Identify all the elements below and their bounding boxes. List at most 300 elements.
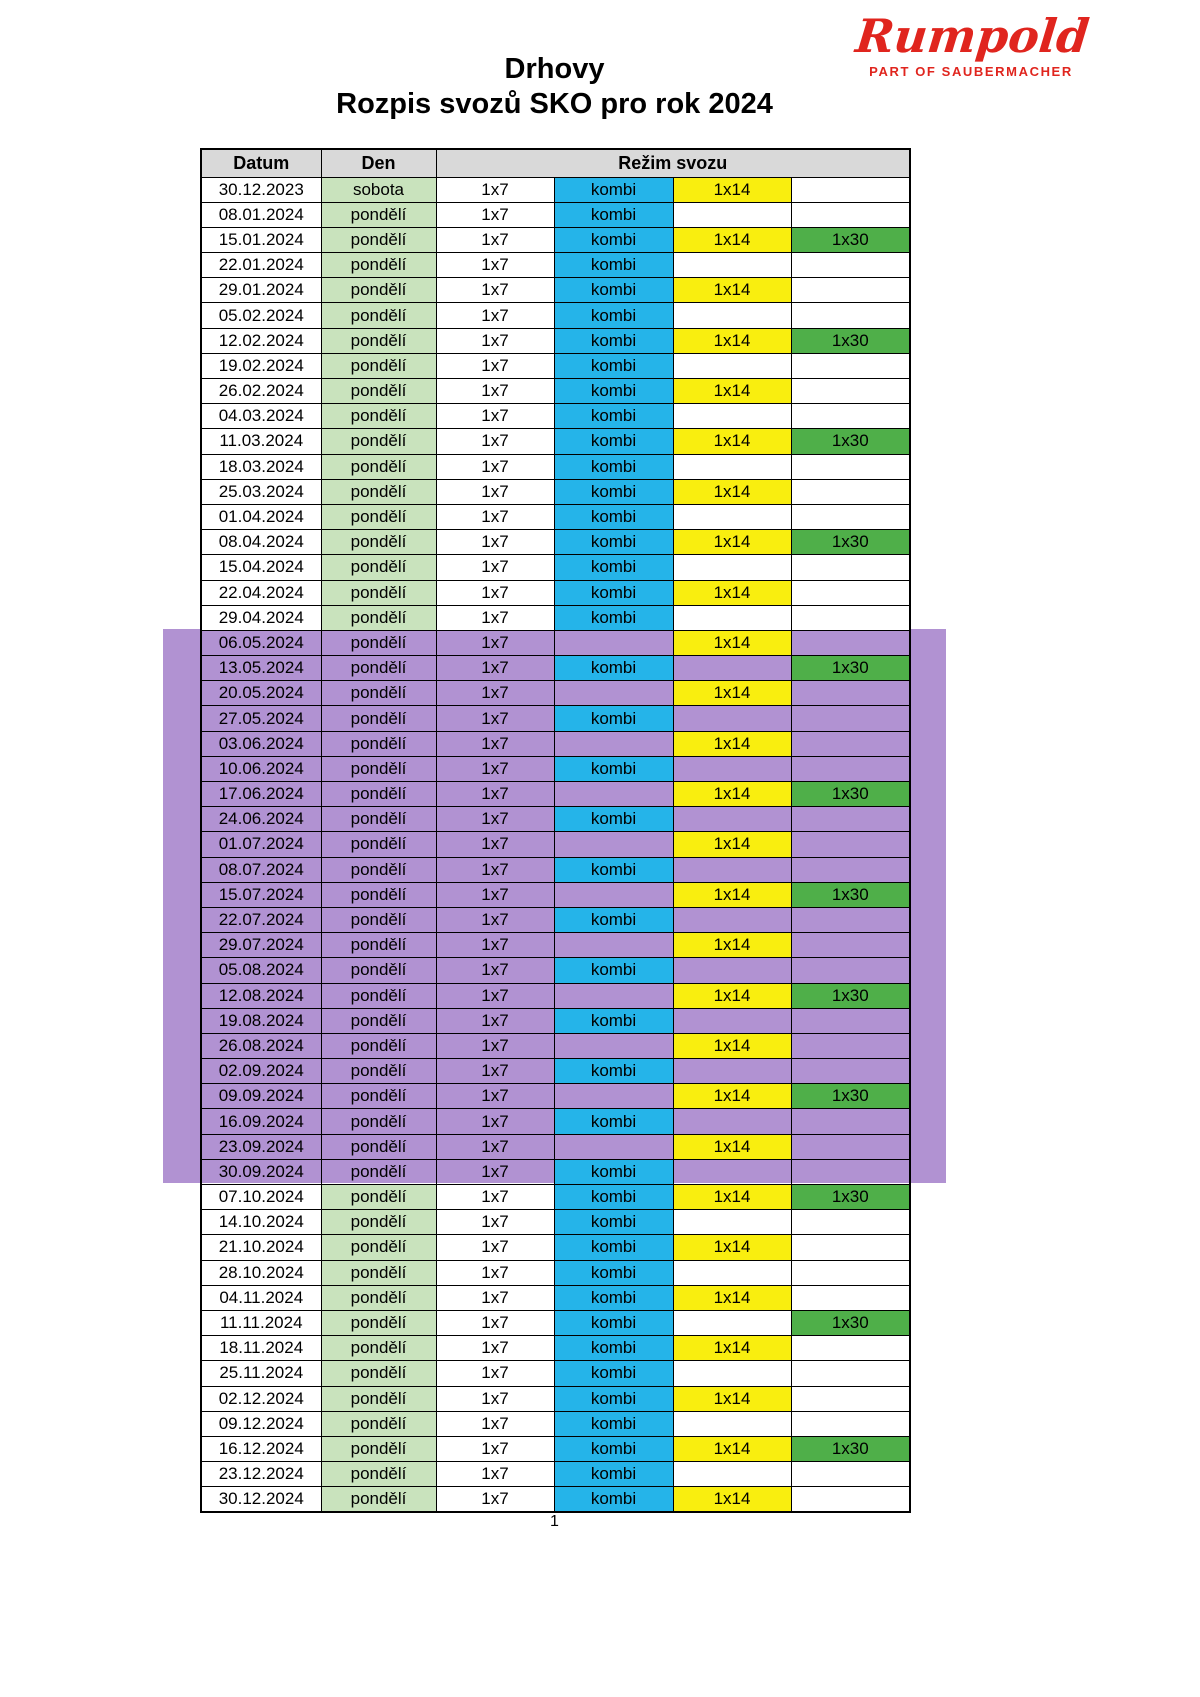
column-header-datum: Datum <box>201 149 321 177</box>
cell-datum: 15.01.2024 <box>201 227 321 252</box>
cell-datum: 08.01.2024 <box>201 202 321 227</box>
cell-den: pondělí <box>321 328 436 353</box>
cell-kombi: kombi <box>554 958 673 983</box>
cell-den: pondělí <box>321 882 436 907</box>
cell-1x7: 1x7 <box>436 454 554 479</box>
cell-1x7: 1x7 <box>436 227 554 252</box>
cell-1x30 <box>791 479 910 504</box>
cell-kombi <box>554 731 673 756</box>
cell-1x14: 1x14 <box>673 429 791 454</box>
cell-1x14: 1x14 <box>673 328 791 353</box>
cell-1x14: 1x14 <box>673 731 791 756</box>
cell-1x30 <box>791 1285 910 1310</box>
cell-1x7: 1x7 <box>436 303 554 328</box>
table-row <box>201 857 910 882</box>
cell-1x14 <box>673 202 791 227</box>
cell-datum: 13.05.2024 <box>201 656 321 681</box>
table-row <box>201 278 910 303</box>
cell-1x30: 1x30 <box>791 429 910 454</box>
cell-1x30: 1x30 <box>791 530 910 555</box>
cell-den: pondělí <box>321 1059 436 1084</box>
cell-datum: 23.12.2024 <box>201 1462 321 1487</box>
table-row <box>201 882 910 907</box>
cell-kombi: kombi <box>554 1386 673 1411</box>
cell-kombi: kombi <box>554 1436 673 1461</box>
cell-1x7: 1x7 <box>436 1008 554 1033</box>
table-row <box>201 958 910 983</box>
table-row <box>201 479 910 504</box>
cell-1x30 <box>791 278 910 303</box>
table-row <box>201 681 910 706</box>
cell-1x14: 1x14 <box>673 681 791 706</box>
cell-1x7: 1x7 <box>436 1487 554 1512</box>
cell-1x30 <box>791 605 910 630</box>
cell-kombi: kombi <box>554 1361 673 1386</box>
cell-datum: 25.11.2024 <box>201 1361 321 1386</box>
cell-1x14 <box>673 907 791 932</box>
cell-kombi: kombi <box>554 328 673 353</box>
cell-kombi: kombi <box>554 303 673 328</box>
cell-kombi: kombi <box>554 605 673 630</box>
cell-datum: 16.12.2024 <box>201 1436 321 1461</box>
cell-datum: 29.01.2024 <box>201 278 321 303</box>
cell-1x7: 1x7 <box>436 1084 554 1109</box>
table-row <box>201 1210 910 1235</box>
cell-1x30 <box>791 555 910 580</box>
table-row <box>201 1336 910 1361</box>
cell-1x14: 1x14 <box>673 782 791 807</box>
cell-kombi: kombi <box>554 454 673 479</box>
cell-kombi: kombi <box>554 404 673 429</box>
cell-1x7: 1x7 <box>436 857 554 882</box>
cell-den: sobota <box>321 177 436 202</box>
cell-1x30 <box>791 630 910 655</box>
cell-kombi <box>554 983 673 1008</box>
cell-den: pondělí <box>321 832 436 857</box>
cell-den: pondělí <box>321 1084 436 1109</box>
cell-1x14: 1x14 <box>673 1386 791 1411</box>
cell-1x30 <box>791 1235 910 1260</box>
table-row <box>201 1084 910 1109</box>
cell-den: pondělí <box>321 933 436 958</box>
cell-1x30: 1x30 <box>791 227 910 252</box>
cell-den: pondělí <box>321 630 436 655</box>
cell-1x30 <box>791 1159 910 1184</box>
cell-datum: 15.04.2024 <box>201 555 321 580</box>
table-row <box>201 756 910 781</box>
cell-1x30 <box>791 1109 910 1134</box>
cell-1x14 <box>673 756 791 781</box>
cell-1x7: 1x7 <box>436 1436 554 1461</box>
cell-1x30 <box>791 832 910 857</box>
cell-1x30 <box>791 857 910 882</box>
table-row <box>201 1109 910 1134</box>
table-row <box>201 1260 910 1285</box>
cell-kombi: kombi <box>554 1059 673 1084</box>
cell-1x7: 1x7 <box>436 1185 554 1210</box>
cell-1x14: 1x14 <box>673 983 791 1008</box>
cell-1x30 <box>791 756 910 781</box>
cell-1x7: 1x7 <box>436 807 554 832</box>
cell-datum: 15.07.2024 <box>201 882 321 907</box>
cell-1x30: 1x30 <box>791 1185 910 1210</box>
table-row <box>201 1285 910 1310</box>
table-row <box>201 630 910 655</box>
cell-1x7: 1x7 <box>436 1361 554 1386</box>
cell-kombi: kombi <box>554 530 673 555</box>
cell-1x30 <box>791 907 910 932</box>
cell-1x7: 1x7 <box>436 1310 554 1335</box>
table-row <box>201 404 910 429</box>
cell-den: pondělí <box>321 202 436 227</box>
cell-1x30 <box>791 1059 910 1084</box>
cell-datum: 18.11.2024 <box>201 1336 321 1361</box>
cell-1x14: 1x14 <box>673 278 791 303</box>
cell-1x7: 1x7 <box>436 177 554 202</box>
cell-den: pondělí <box>321 353 436 378</box>
cell-den: pondělí <box>321 1134 436 1159</box>
rumpold-logo-text: Rumpold <box>853 9 1092 63</box>
cell-1x7: 1x7 <box>436 1159 554 1184</box>
cell-1x30 <box>791 177 910 202</box>
cell-den: pondělí <box>321 227 436 252</box>
cell-kombi: kombi <box>554 429 673 454</box>
cell-1x7: 1x7 <box>436 353 554 378</box>
table-row <box>201 328 910 353</box>
cell-1x7: 1x7 <box>436 404 554 429</box>
cell-den: pondělí <box>321 530 436 555</box>
cell-datum: 12.08.2024 <box>201 983 321 1008</box>
rumpold-logo-tagline: PART OF SAUBERMACHER <box>869 64 1073 79</box>
cell-datum: 21.10.2024 <box>201 1235 321 1260</box>
cell-1x30: 1x30 <box>791 782 910 807</box>
cell-1x14 <box>673 555 791 580</box>
cell-1x30 <box>791 1210 910 1235</box>
cell-1x7: 1x7 <box>436 504 554 529</box>
cell-den: pondělí <box>321 1436 436 1461</box>
cell-1x30: 1x30 <box>791 328 910 353</box>
cell-datum: 14.10.2024 <box>201 1210 321 1235</box>
cell-1x14: 1x14 <box>673 1185 791 1210</box>
cell-kombi: kombi <box>554 907 673 932</box>
cell-den: pondělí <box>321 857 436 882</box>
cell-datum: 05.08.2024 <box>201 958 321 983</box>
table-row <box>201 530 910 555</box>
cell-1x14 <box>673 504 791 529</box>
cell-den: pondělí <box>321 1210 436 1235</box>
cell-kombi: kombi <box>554 1008 673 1033</box>
cell-1x30: 1x30 <box>791 656 910 681</box>
cell-den: pondělí <box>321 656 436 681</box>
cell-kombi: kombi <box>554 1109 673 1134</box>
cell-datum: 23.09.2024 <box>201 1134 321 1159</box>
cell-kombi <box>554 1033 673 1058</box>
cell-1x14: 1x14 <box>673 177 791 202</box>
cell-1x7: 1x7 <box>436 983 554 1008</box>
cell-1x7: 1x7 <box>436 933 554 958</box>
cell-1x30 <box>791 958 910 983</box>
cell-datum: 11.11.2024 <box>201 1310 321 1335</box>
cell-1x30 <box>791 504 910 529</box>
cell-den: pondělí <box>321 1285 436 1310</box>
schedule-body <box>201 177 910 1512</box>
cell-kombi <box>554 882 673 907</box>
cell-1x7: 1x7 <box>436 278 554 303</box>
table-row <box>201 177 910 202</box>
table-row <box>201 227 910 252</box>
cell-datum: 01.07.2024 <box>201 832 321 857</box>
cell-1x30 <box>791 1411 910 1436</box>
cell-1x7: 1x7 <box>436 605 554 630</box>
cell-datum: 19.02.2024 <box>201 353 321 378</box>
cell-datum: 26.08.2024 <box>201 1033 321 1058</box>
cell-1x14 <box>673 454 791 479</box>
cell-1x7: 1x7 <box>436 1210 554 1235</box>
cell-datum: 10.06.2024 <box>201 756 321 781</box>
cell-1x14: 1x14 <box>673 1134 791 1159</box>
cell-datum: 22.07.2024 <box>201 907 321 932</box>
cell-kombi: kombi <box>554 1210 673 1235</box>
cell-1x30 <box>791 807 910 832</box>
page-subtitle: Rozpis svozů SKO pro rok 2024 <box>336 88 773 120</box>
cell-1x7: 1x7 <box>436 1134 554 1159</box>
cell-1x14: 1x14 <box>673 933 791 958</box>
cell-datum: 28.10.2024 <box>201 1260 321 1285</box>
cell-1x7: 1x7 <box>436 958 554 983</box>
cell-den: pondělí <box>321 1361 436 1386</box>
cell-1x30 <box>791 681 910 706</box>
cell-1x14: 1x14 <box>673 832 791 857</box>
table-row <box>201 782 910 807</box>
cell-1x7: 1x7 <box>436 907 554 932</box>
cell-kombi: kombi <box>554 479 673 504</box>
cell-kombi <box>554 630 673 655</box>
cell-kombi: kombi <box>554 555 673 580</box>
cell-den: pondělí <box>321 1386 436 1411</box>
cell-datum: 09.09.2024 <box>201 1084 321 1109</box>
cell-1x7: 1x7 <box>436 328 554 353</box>
cell-1x7: 1x7 <box>436 1462 554 1487</box>
cell-1x30 <box>791 1336 910 1361</box>
cell-1x7: 1x7 <box>436 555 554 580</box>
cell-kombi <box>554 832 673 857</box>
cell-kombi: kombi <box>554 278 673 303</box>
cell-1x30 <box>791 379 910 404</box>
table-row <box>201 253 910 278</box>
schedule-table <box>200 148 911 1513</box>
cell-1x14 <box>673 857 791 882</box>
cell-kombi: kombi <box>554 1487 673 1512</box>
table-row <box>201 832 910 857</box>
cell-1x30 <box>791 404 910 429</box>
cell-1x7: 1x7 <box>436 782 554 807</box>
cell-den: pondělí <box>321 454 436 479</box>
cell-datum: 20.05.2024 <box>201 681 321 706</box>
cell-den: pondělí <box>321 1260 436 1285</box>
cell-1x30: 1x30 <box>791 1310 910 1335</box>
cell-1x7: 1x7 <box>436 580 554 605</box>
cell-den: pondělí <box>321 1462 436 1487</box>
cell-kombi: kombi <box>554 580 673 605</box>
cell-1x30 <box>791 1260 910 1285</box>
cell-kombi: kombi <box>554 857 673 882</box>
cell-1x30 <box>791 1462 910 1487</box>
table-row <box>201 656 910 681</box>
cell-den: pondělí <box>321 555 436 580</box>
cell-den: pondělí <box>321 1411 436 1436</box>
cell-kombi <box>554 681 673 706</box>
cell-1x7: 1x7 <box>436 681 554 706</box>
cell-datum: 30.12.2023 <box>201 177 321 202</box>
cell-kombi: kombi <box>554 1260 673 1285</box>
cell-datum: 29.04.2024 <box>201 605 321 630</box>
cell-kombi: kombi <box>554 706 673 731</box>
cell-1x7: 1x7 <box>436 1386 554 1411</box>
cell-datum: 07.10.2024 <box>201 1185 321 1210</box>
cell-1x14 <box>673 605 791 630</box>
cell-1x14: 1x14 <box>673 227 791 252</box>
table-row <box>201 907 910 932</box>
table-row <box>201 933 910 958</box>
cell-datum: 05.02.2024 <box>201 303 321 328</box>
table-row <box>201 1159 910 1184</box>
cell-1x14: 1x14 <box>673 1285 791 1310</box>
cell-1x14: 1x14 <box>673 882 791 907</box>
cell-1x14: 1x14 <box>673 580 791 605</box>
cell-den: pondělí <box>321 1310 436 1335</box>
cell-datum: 02.12.2024 <box>201 1386 321 1411</box>
cell-kombi: kombi <box>554 227 673 252</box>
cell-den: pondělí <box>321 1487 436 1512</box>
cell-kombi <box>554 1134 673 1159</box>
table-row <box>201 555 910 580</box>
cell-den: pondělí <box>321 731 436 756</box>
cell-1x14: 1x14 <box>673 1336 791 1361</box>
cell-kombi: kombi <box>554 177 673 202</box>
cell-datum: 18.03.2024 <box>201 454 321 479</box>
cell-1x30 <box>791 253 910 278</box>
title-block <box>200 52 909 122</box>
cell-kombi: kombi <box>554 1235 673 1260</box>
table-row <box>201 706 910 731</box>
cell-datum: 19.08.2024 <box>201 1008 321 1033</box>
cell-kombi: kombi <box>554 202 673 227</box>
cell-den: pondělí <box>321 782 436 807</box>
cell-datum: 04.11.2024 <box>201 1285 321 1310</box>
cell-datum: 04.03.2024 <box>201 404 321 429</box>
cell-kombi: kombi <box>554 756 673 781</box>
cell-datum: 03.06.2024 <box>201 731 321 756</box>
cell-den: pondělí <box>321 278 436 303</box>
cell-datum: 17.06.2024 <box>201 782 321 807</box>
cell-den: pondělí <box>321 907 436 932</box>
cell-1x14 <box>673 1109 791 1134</box>
table-row <box>201 202 910 227</box>
cell-datum: 27.05.2024 <box>201 706 321 731</box>
cell-1x14 <box>673 1008 791 1033</box>
column-header-rezim: Režim svozu <box>436 149 910 177</box>
cell-1x14 <box>673 404 791 429</box>
cell-1x7: 1x7 <box>436 706 554 731</box>
cell-1x30 <box>791 454 910 479</box>
cell-kombi <box>554 782 673 807</box>
cell-1x14: 1x14 <box>673 479 791 504</box>
table-row <box>201 605 910 630</box>
cell-1x7: 1x7 <box>436 756 554 781</box>
cell-1x14 <box>673 706 791 731</box>
table-row <box>201 1361 910 1386</box>
cell-den: pondělí <box>321 1185 436 1210</box>
cell-datum: 16.09.2024 <box>201 1109 321 1134</box>
cell-kombi: kombi <box>554 1285 673 1310</box>
cell-1x30 <box>791 202 910 227</box>
cell-kombi: kombi <box>554 807 673 832</box>
table-row <box>201 1462 910 1487</box>
table-row <box>201 429 910 454</box>
cell-1x14: 1x14 <box>673 1084 791 1109</box>
cell-kombi: kombi <box>554 1462 673 1487</box>
cell-kombi: kombi <box>554 1310 673 1335</box>
cell-1x7: 1x7 <box>436 530 554 555</box>
cell-den: pondělí <box>321 605 436 630</box>
cell-1x14: 1x14 <box>673 1235 791 1260</box>
table-row <box>201 1134 910 1159</box>
cell-1x7: 1x7 <box>436 1336 554 1361</box>
cell-1x7: 1x7 <box>436 630 554 655</box>
cell-kombi: kombi <box>554 379 673 404</box>
cell-1x30 <box>791 1386 910 1411</box>
table-row <box>201 1487 910 1512</box>
cell-1x7: 1x7 <box>436 832 554 857</box>
cell-1x14: 1x14 <box>673 1487 791 1512</box>
table-row <box>201 1008 910 1033</box>
table-row <box>201 454 910 479</box>
cell-den: pondělí <box>321 404 436 429</box>
cell-den: pondělí <box>321 1235 436 1260</box>
cell-1x7: 1x7 <box>436 1033 554 1058</box>
cell-1x30: 1x30 <box>791 882 910 907</box>
cell-1x7: 1x7 <box>436 1285 554 1310</box>
column-header-den: Den <box>321 149 436 177</box>
cell-kombi: kombi <box>554 1336 673 1361</box>
cell-1x14 <box>673 353 791 378</box>
cell-1x30 <box>791 580 910 605</box>
cell-den: pondělí <box>321 807 436 832</box>
cell-den: pondělí <box>321 1336 436 1361</box>
cell-1x30: 1x30 <box>791 1436 910 1461</box>
cell-1x7: 1x7 <box>436 1260 554 1285</box>
cell-1x30 <box>791 1008 910 1033</box>
cell-1x14 <box>673 1361 791 1386</box>
cell-1x14: 1x14 <box>673 1033 791 1058</box>
cell-datum: 08.04.2024 <box>201 530 321 555</box>
cell-1x7: 1x7 <box>436 656 554 681</box>
cell-1x7: 1x7 <box>436 429 554 454</box>
cell-1x30 <box>791 731 910 756</box>
cell-den: pondělí <box>321 580 436 605</box>
header-row <box>201 149 910 177</box>
cell-den: pondělí <box>321 504 436 529</box>
cell-1x30 <box>791 1134 910 1159</box>
cell-1x14 <box>673 807 791 832</box>
cell-den: pondělí <box>321 1159 436 1184</box>
cell-kombi: kombi <box>554 1159 673 1184</box>
cell-datum: 11.03.2024 <box>201 429 321 454</box>
table-row <box>201 1235 910 1260</box>
page-number: 1 <box>550 1513 559 1530</box>
cell-1x30 <box>791 303 910 328</box>
table-row <box>201 1386 910 1411</box>
